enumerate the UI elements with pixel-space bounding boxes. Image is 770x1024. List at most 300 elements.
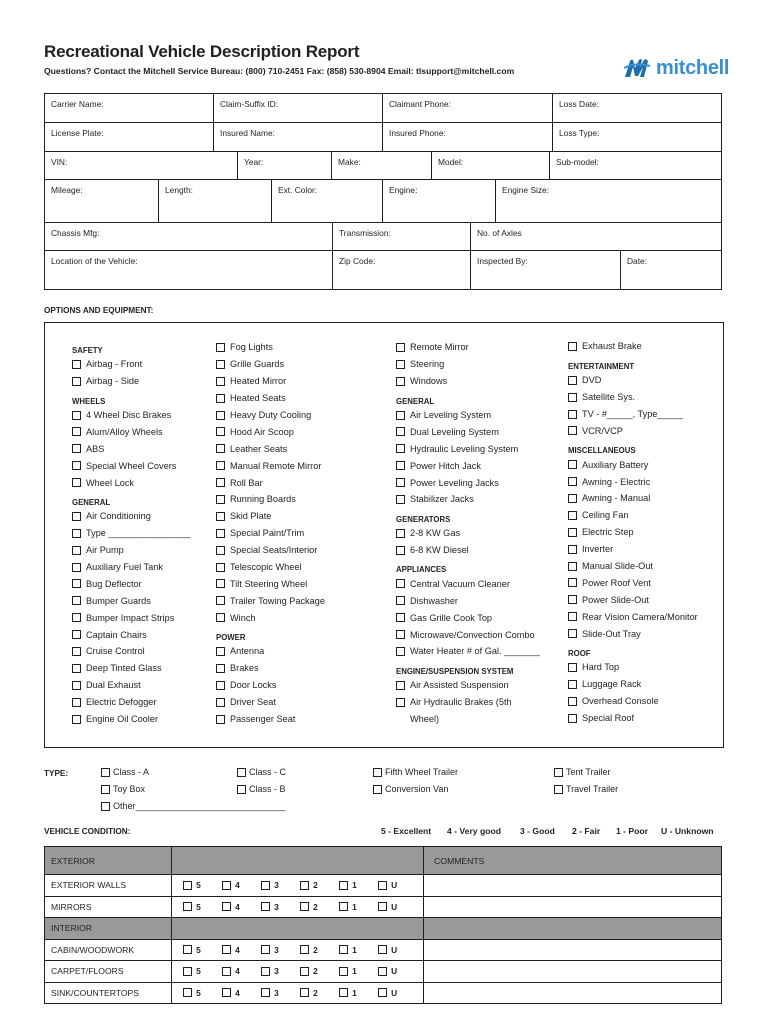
checkbox[interactable] (216, 427, 225, 436)
option-item[interactable] (72, 643, 190, 660)
carpet-floors-comment[interactable] (424, 961, 722, 983)
checkbox[interactable] (568, 393, 577, 402)
checkbox[interactable] (216, 681, 225, 690)
option-label: Telescopic Wheel (230, 562, 302, 573)
checkbox[interactable] (216, 613, 225, 622)
option-item[interactable] (72, 407, 190, 424)
checkbox[interactable] (216, 411, 225, 420)
carrier-name-field[interactable]: Carrier Name: (45, 94, 214, 122)
option-item[interactable] (72, 609, 190, 626)
checkbox[interactable] (237, 768, 246, 777)
checkbox[interactable] (568, 376, 577, 385)
checkbox[interactable] (72, 630, 81, 639)
checkbox[interactable] (300, 988, 309, 997)
checkbox[interactable] (72, 563, 81, 572)
checkbox[interactable] (72, 360, 81, 369)
option-item[interactable] (72, 711, 190, 728)
checkbox[interactable] (183, 988, 192, 997)
option-item[interactable] (216, 407, 325, 424)
checkbox[interactable] (300, 902, 309, 911)
checkbox[interactable] (396, 681, 405, 690)
cabin-woodwork-comment[interactable] (424, 939, 722, 961)
checkbox[interactable] (261, 902, 270, 911)
option-item[interactable] (568, 625, 698, 642)
option-label: Passenger Seat (230, 714, 296, 725)
checkbox[interactable] (568, 663, 577, 672)
rating-option[interactable] (222, 902, 261, 912)
checkbox[interactable] (216, 360, 225, 369)
option-item[interactable] (216, 390, 325, 407)
checkbox[interactable] (216, 495, 225, 504)
length-field[interactable]: Length: (159, 180, 272, 222)
option-item[interactable] (72, 457, 190, 474)
type-fifth-wheel[interactable] (373, 767, 458, 777)
rating-legend-4: 4 - Very good (447, 826, 501, 836)
checkbox[interactable] (216, 478, 225, 487)
option-item[interactable] (72, 592, 190, 609)
rating-option[interactable] (339, 902, 378, 912)
option-item[interactable] (568, 406, 698, 423)
option-item[interactable] (568, 507, 698, 524)
checkbox[interactable] (216, 647, 225, 656)
option-item[interactable] (216, 474, 325, 491)
rating-legend-1: 1 - Poor (616, 826, 648, 836)
rating-option[interactable] (183, 966, 222, 976)
checkbox[interactable] (396, 647, 405, 656)
mirrors-comment[interactable] (424, 896, 722, 918)
checkbox[interactable] (216, 461, 225, 470)
model-field[interactable]: Model: (432, 152, 550, 179)
option-item[interactable] (72, 542, 190, 559)
checkbox[interactable] (568, 426, 577, 435)
option-group-heading: ROOF (568, 648, 591, 658)
rating-option-label: 4 (235, 880, 240, 891)
mileage-field[interactable]: Mileage: (45, 180, 159, 222)
option-item[interactable] (72, 660, 190, 677)
chassis-mfg-field[interactable]: Chassis Mfg: (45, 223, 333, 250)
checkbox[interactable] (568, 612, 577, 621)
checkbox[interactable] (554, 768, 563, 777)
checkbox[interactable] (101, 802, 110, 811)
option-item[interactable] (216, 356, 325, 373)
option-item[interactable] (216, 592, 325, 609)
rating-option[interactable] (183, 945, 222, 955)
sink-countertops-comment[interactable] (424, 982, 722, 1004)
make-field[interactable]: Make: (332, 152, 432, 179)
checkbox[interactable] (568, 629, 577, 638)
option-item[interactable] (396, 373, 540, 390)
checkbox[interactable] (216, 664, 225, 673)
checkbox[interactable] (396, 630, 405, 639)
checkbox[interactable] (339, 902, 348, 911)
option-item[interactable] (216, 694, 325, 711)
option-item[interactable] (216, 575, 325, 592)
vehicle-condition-label: VEHICLE CONDITION: (44, 827, 131, 836)
checkbox[interactable] (373, 785, 382, 794)
checkbox[interactable] (568, 477, 577, 486)
option-item[interactable] (568, 389, 698, 406)
option-label: Door Locks (230, 680, 277, 691)
option-item[interactable] (72, 474, 190, 491)
report-title: Recreational Vehicle Description Report (44, 42, 360, 61)
option-label: Manual Slide-Out (582, 561, 653, 572)
checkbox[interactable] (183, 945, 192, 954)
checkbox[interactable] (72, 698, 81, 707)
checkbox[interactable] (396, 546, 405, 555)
checkbox[interactable] (216, 512, 225, 521)
option-label: TV - #_____, Type_____ (582, 409, 683, 419)
date-field[interactable]: Date: (627, 256, 648, 266)
checkbox[interactable] (261, 988, 270, 997)
option-item[interactable] (568, 422, 698, 439)
checkbox[interactable] (72, 512, 81, 521)
option-label: Overhead Console (582, 696, 659, 707)
option-item[interactable] (72, 356, 190, 373)
option-item[interactable] (72, 694, 190, 711)
loss-type-field[interactable]: Loss Type: (559, 128, 600, 138)
year-field[interactable]: Year: (238, 152, 332, 179)
checkbox[interactable] (568, 410, 577, 419)
option-label: Steering (410, 359, 445, 370)
rating-option[interactable] (339, 945, 378, 955)
option-item[interactable] (568, 659, 698, 676)
rating-option[interactable] (378, 988, 417, 998)
checkbox[interactable] (72, 647, 81, 656)
rating-option[interactable] (222, 966, 261, 976)
checkbox[interactable] (216, 529, 225, 538)
checkbox[interactable] (216, 546, 225, 555)
checkbox[interactable] (396, 698, 405, 707)
checkbox[interactable] (72, 681, 81, 690)
vehicle-location-field[interactable]: Location of the Vehicle: (45, 251, 333, 289)
option-item[interactable] (396, 474, 540, 491)
rating-option[interactable] (183, 988, 222, 998)
rating-option[interactable] (261, 880, 300, 890)
option-item[interactable] (568, 473, 698, 490)
claim-info-grid (44, 93, 722, 290)
checkbox[interactable] (568, 460, 577, 469)
option-item[interactable] (396, 339, 540, 356)
checkbox[interactable] (568, 528, 577, 537)
type-travel-trailer[interactable] (554, 784, 618, 794)
checkbox[interactable] (216, 563, 225, 572)
vin-field[interactable]: VIN: (45, 152, 238, 179)
zip-code-field[interactable]: Zip Code: (333, 251, 471, 289)
rating-option[interactable] (300, 966, 339, 976)
checkbox[interactable] (396, 596, 405, 605)
checkbox[interactable] (72, 546, 81, 555)
option-item[interactable] (72, 373, 190, 390)
option-item[interactable] (216, 440, 325, 457)
checkbox[interactable] (72, 478, 81, 487)
option-item[interactable] (216, 677, 325, 694)
checkbox[interactable] (216, 377, 225, 386)
checkbox[interactable] (568, 562, 577, 571)
rating-option-label: 5 (196, 880, 201, 891)
option-item[interactable] (568, 693, 698, 710)
option-item[interactable] (216, 660, 325, 677)
option-item[interactable] (568, 710, 698, 727)
checkbox[interactable] (216, 444, 225, 453)
rating-option[interactable] (378, 966, 417, 976)
rating-option[interactable] (261, 966, 300, 976)
option-item[interactable] (568, 372, 698, 389)
rating-option[interactable] (300, 988, 339, 998)
option-item[interactable] (216, 525, 325, 542)
checkbox[interactable] (300, 881, 309, 890)
option-item[interactable] (568, 541, 698, 558)
license-plate-field[interactable]: License Plate: (45, 123, 214, 151)
submodel-field[interactable]: Sub-model: (556, 157, 599, 167)
rating-option[interactable] (339, 966, 378, 976)
checkbox[interactable] (216, 596, 225, 605)
checkbox[interactable] (378, 945, 387, 954)
checkbox[interactable] (101, 785, 110, 794)
option-item[interactable] (568, 338, 698, 355)
checkbox[interactable] (101, 768, 110, 777)
option-label: Type ________________ (86, 528, 191, 539)
checkbox[interactable] (72, 427, 81, 436)
checkbox[interactable] (72, 444, 81, 453)
ext-color-field[interactable]: Ext. Color: (272, 180, 383, 222)
type-class-b[interactable] (237, 784, 286, 794)
option-item[interactable] (568, 558, 698, 575)
option-item[interactable] (396, 423, 540, 440)
checkbox[interactable] (339, 945, 348, 954)
rating-option[interactable] (261, 945, 300, 955)
option-label: Heated Mirror (230, 376, 287, 387)
rating-option[interactable] (378, 945, 417, 955)
checkbox[interactable] (222, 881, 231, 890)
rating-option[interactable] (222, 880, 261, 890)
checkbox[interactable] (216, 579, 225, 588)
checkbox[interactable] (222, 945, 231, 954)
option-item[interactable] (568, 524, 698, 541)
checkbox[interactable] (396, 411, 405, 420)
checkbox[interactable] (222, 967, 231, 976)
table-row (45, 961, 722, 983)
inspected-by-field[interactable]: Inspected By: (471, 251, 621, 289)
checkbox[interactable] (72, 377, 81, 386)
option-item[interactable] (396, 677, 540, 694)
option-item[interactable] (568, 456, 698, 473)
engine-size-field[interactable]: Engine Size: (502, 185, 550, 195)
checkbox[interactable] (183, 881, 192, 890)
checkbox[interactable] (261, 945, 270, 954)
checkbox[interactable] (568, 494, 577, 503)
checkbox[interactable] (72, 613, 81, 622)
option-item[interactable] (216, 373, 325, 390)
option-item[interactable] (72, 508, 190, 525)
option-item[interactable] (396, 694, 540, 711)
checkbox[interactable] (396, 444, 405, 453)
comments-header: COMMENTS (424, 847, 722, 875)
checkbox[interactable] (216, 698, 225, 707)
option-label: 6-8 KW Diesel (410, 545, 469, 556)
engine-field[interactable]: Engine: (383, 180, 496, 222)
checkbox[interactable] (396, 529, 405, 538)
checkbox[interactable] (378, 967, 387, 976)
loss-date-field[interactable]: Loss Date: (559, 99, 600, 109)
checkbox[interactable] (72, 596, 81, 605)
insured-phone-field[interactable]: Insured Phone: (383, 123, 553, 151)
option-item[interactable] (216, 643, 325, 660)
option-item[interactable] (216, 609, 325, 626)
checkbox[interactable] (568, 680, 577, 689)
checkbox[interactable] (339, 967, 348, 976)
rating-option[interactable] (261, 988, 300, 998)
option-item[interactable] (396, 592, 540, 609)
type-conversion-van[interactable] (373, 784, 448, 794)
type-tent-trailer[interactable] (554, 767, 611, 777)
checkbox[interactable] (373, 768, 382, 777)
checkbox[interactable] (568, 342, 577, 351)
checkbox[interactable] (568, 545, 577, 554)
interior-header-comment-cell (424, 918, 722, 940)
option-item[interactable] (72, 559, 190, 576)
option-item[interactable] (396, 626, 540, 643)
option-label: Running Boards (230, 494, 296, 505)
option-item[interactable] (216, 559, 325, 576)
type-toy-box[interactable] (101, 784, 145, 794)
option-item[interactable] (72, 440, 190, 457)
rating-option[interactable] (183, 880, 222, 890)
rating-option[interactable] (378, 880, 417, 890)
checkbox[interactable] (261, 967, 270, 976)
option-item[interactable] (396, 356, 540, 373)
rating-option[interactable] (339, 988, 378, 998)
option-item[interactable] (568, 608, 698, 625)
option-item[interactable] (396, 575, 540, 592)
rating-option[interactable] (300, 880, 339, 890)
option-item[interactable] (72, 626, 190, 643)
option-item[interactable] (72, 677, 190, 694)
checkbox[interactable] (183, 967, 192, 976)
option-item[interactable] (568, 574, 698, 591)
checkbox[interactable] (396, 579, 405, 588)
checkbox[interactable] (568, 578, 577, 587)
checkbox[interactable] (72, 715, 81, 724)
options-section-label: OPTIONS AND EQUIPMENT: (44, 306, 154, 315)
exterior-header-row (45, 847, 722, 875)
option-item[interactable] (568, 591, 698, 608)
checkbox[interactable] (568, 595, 577, 604)
checkbox[interactable] (300, 967, 309, 976)
checkbox[interactable] (396, 427, 405, 436)
rating-option-label: 1 (352, 901, 357, 912)
checkbox[interactable] (568, 714, 577, 723)
option-item[interactable] (216, 711, 325, 728)
option-label: Slide-Out Tray (582, 628, 641, 639)
option-item[interactable] (72, 525, 190, 542)
checkbox[interactable] (261, 881, 270, 890)
checkbox[interactable] (396, 461, 405, 470)
option-item[interactable] (216, 508, 325, 525)
option-item[interactable] (396, 491, 540, 508)
checkbox[interactable] (396, 613, 405, 622)
option-item[interactable] (72, 575, 190, 592)
option-label: Stabilizer Jacks (410, 494, 474, 505)
checkbox[interactable] (554, 785, 563, 794)
mitchell-logo (622, 55, 738, 81)
rating-option[interactable] (300, 945, 339, 955)
checkbox[interactable] (216, 715, 225, 724)
checkbox[interactable] (222, 902, 231, 911)
checkbox[interactable] (396, 495, 405, 504)
checkbox[interactable] (72, 411, 81, 420)
option-item[interactable] (396, 609, 540, 626)
checkbox[interactable] (378, 881, 387, 890)
option-item[interactable] (396, 407, 540, 424)
checkbox[interactable] (72, 461, 81, 470)
rating-option[interactable] (339, 880, 378, 890)
option-group-heading: SAFETY (72, 345, 103, 355)
checkbox[interactable] (72, 664, 81, 673)
checkbox[interactable] (396, 360, 405, 369)
option-item[interactable] (216, 542, 325, 559)
option-item[interactable] (396, 440, 540, 457)
checkbox[interactable] (300, 945, 309, 954)
type-class-c[interactable] (237, 767, 286, 777)
option-item[interactable] (396, 542, 540, 559)
option-item[interactable] (216, 457, 325, 474)
checkbox[interactable] (396, 343, 405, 352)
checkbox[interactable] (237, 785, 246, 794)
checkbox[interactable] (216, 394, 225, 403)
type-class-a[interactable] (101, 767, 149, 777)
checkbox[interactable] (183, 902, 192, 911)
rating-option[interactable] (300, 902, 339, 912)
checkbox[interactable] (396, 377, 405, 386)
option-item[interactable] (216, 423, 325, 440)
insured-name-field[interactable]: Insured Name: (214, 123, 383, 151)
checkbox[interactable] (378, 902, 387, 911)
checkbox[interactable] (216, 343, 225, 352)
exterior-walls-rating (172, 875, 424, 897)
checkbox[interactable] (378, 988, 387, 997)
option-label: Bug Deflector (86, 578, 142, 589)
checkbox[interactable] (568, 697, 577, 706)
option-item[interactable] (396, 457, 540, 474)
rating-option[interactable] (378, 902, 417, 912)
claimant-phone-field[interactable]: Claimant Phone: (383, 94, 553, 122)
checkbox[interactable] (72, 529, 81, 538)
checkbox[interactable] (396, 478, 405, 487)
rating-option[interactable] (222, 988, 261, 998)
checkbox[interactable] (568, 511, 577, 520)
rating-option[interactable] (183, 902, 222, 912)
transmission-field[interactable]: Transmission: (333, 223, 471, 250)
option-item[interactable] (216, 339, 325, 356)
checkbox[interactable] (222, 988, 231, 997)
option-item[interactable] (216, 491, 325, 508)
option-item[interactable] (396, 643, 540, 660)
option-item[interactable] (568, 676, 698, 693)
claim-suffix-field[interactable]: Claim-Suffix ID: (214, 94, 383, 122)
rating-option[interactable] (222, 945, 261, 955)
exterior-walls-comment[interactable] (424, 875, 722, 897)
option-item[interactable] (568, 490, 698, 507)
type-other[interactable] (101, 801, 286, 811)
checkbox[interactable] (72, 579, 81, 588)
interior-header-row (45, 918, 722, 940)
axles-field[interactable]: No. of Axles (477, 228, 522, 238)
option-item[interactable] (396, 525, 540, 542)
checkbox[interactable] (339, 881, 348, 890)
option-item[interactable] (72, 423, 190, 440)
rating-option[interactable] (261, 902, 300, 912)
checkbox[interactable] (339, 988, 348, 997)
